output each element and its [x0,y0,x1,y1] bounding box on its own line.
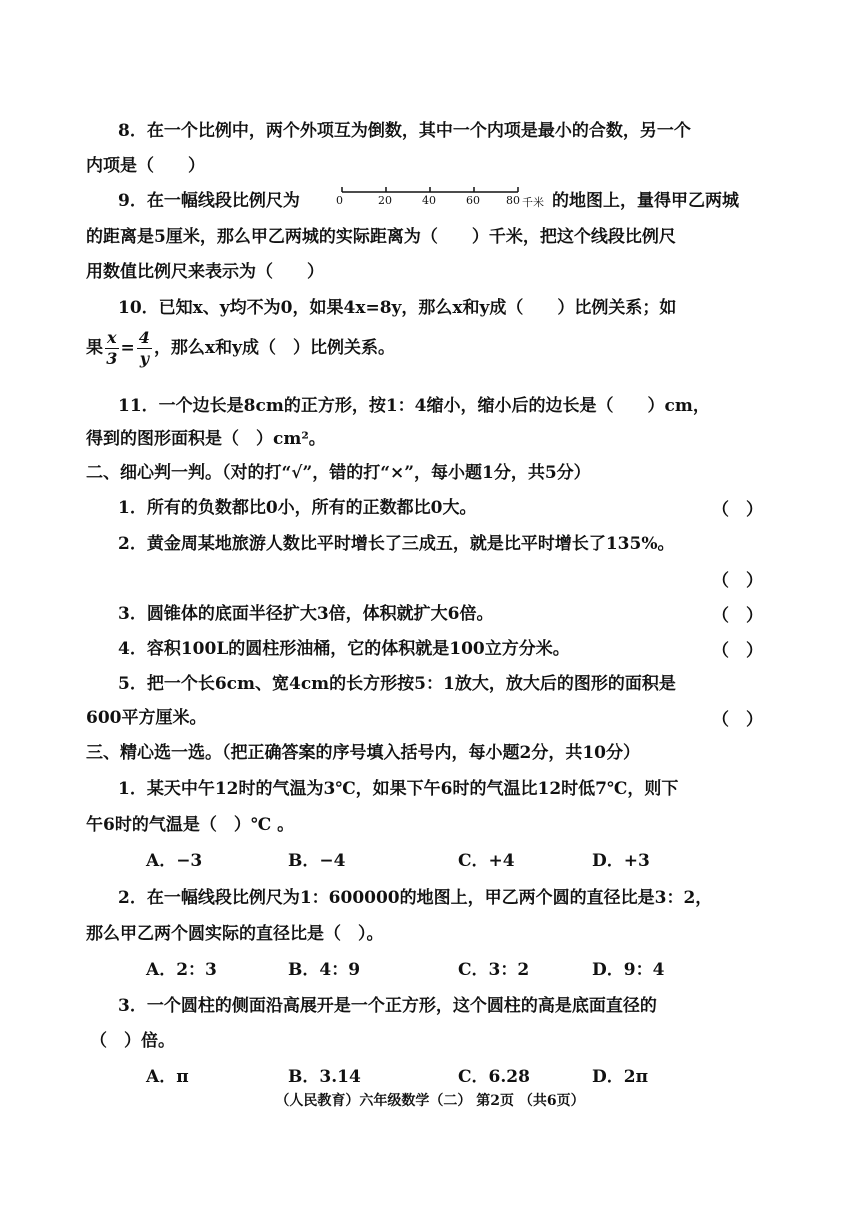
q11-line1: 11．一个边长是8cm的正方形，按1：4缩小，缩小后的边长是（ ）cm， [118,396,710,416]
choice-q2-option-c[interactable]: C．3：2 [458,960,530,980]
choice-q2-line2: 那么甲乙两个圆实际的直径比是（ ）。 [86,924,384,944]
choice-q1-option-a[interactable]: A．−3 [146,851,203,871]
q11-line2: 得到的图形面积是（ ）cm²。 [86,429,326,449]
fraction-x-over-3: $\frac{x}{3}$ [106,328,118,368]
judge-item-3: 3．圆锥体的底面半径扩大3倍，体积就扩大6倍。 [118,604,494,624]
choice-q3-line2: （ ）倍。 [90,1031,175,1051]
choice-q3-line1: 3．一个圆柱的侧面沿高展开是一个正方形，这个圆柱的高是底面直径的 [118,996,657,1016]
judge-bracket-3[interactable]: （ ） [712,606,763,626]
q9-line2: 的距离是5厘米，那么甲乙两城的实际距离为（ ）千米，把这个线段比例尺 [86,227,676,247]
judge-bracket-2[interactable]: （ ） [712,571,763,591]
q8-line2: 内项是（ ） [86,156,205,176]
scale-tick-0: 0 [336,194,343,207]
judge-bracket-4[interactable]: （ ） [712,641,763,661]
choice-q3-option-a[interactable]: A．π [146,1067,189,1087]
q10-post: ，那么x和y成（ ）比例关系。 [153,338,395,358]
judge-item-1: 1．所有的负数都比0小，所有的正数都比0大。 [118,498,477,518]
choice-q1-option-d[interactable]: D．+3 [592,851,650,871]
judge-item-5: 5．把一个长6cm、宽4cm的长方形按5：1放大，放大后的图形的面积是 [118,674,676,694]
choice-q3-option-d[interactable]: D．2π [592,1067,649,1087]
choice-q2-option-a[interactable]: A．2：3 [146,960,217,980]
judge-item-2: 2．黄金周某地旅游人数比平时增长了三成五，就是比平时增长了135%。 [118,534,675,554]
fraction-4-over-y: $\frac{4}{y}$ [138,328,150,368]
judge-bracket-1[interactable]: （ ） [712,500,763,520]
section3-title: 三、精心选一选。（把正确答案的序号填入括号内，每小题2分，共10分） [86,743,640,763]
judge-item-4: 4．容积100L的圆柱形油桶，它的体积就是100立方分米。 [118,639,570,659]
choice-q3-option-c[interactable]: C．6.28 [458,1067,530,1087]
q10-pre: 果 [86,338,103,358]
choice-q1-line2: 午6时的气温是（ ）℃ 。 [86,815,295,835]
choice-q1-option-c[interactable]: C．+4 [458,851,515,871]
judge-bracket-5[interactable]: （ ） [712,710,763,730]
choice-q1-line1: 1．某天中午12时的气温为3℃，如果下午6时的气温比12时低7℃，则下 [118,779,679,799]
scale-tick-80: 80 [506,194,520,207]
q8-line1: 8．在一个比例中，两个外项互为倒数，其中一个内项是最小的合数，另一个 [118,121,691,141]
choice-q2-line1: 2．在一幅线段比例尺为1：600000的地图上，甲乙两个圆的直径比是3：2， [118,888,713,908]
scale-tick-60: 60 [466,194,480,207]
scale-tick-40: 40 [422,194,436,207]
judge-item-5-cont: 600平方厘米。 [86,708,207,728]
q9-post: 的地图上，量得甲乙两城 [552,191,739,211]
q9-line3: 用数值比例尺来表示为（ ） [86,262,324,282]
equals-sign: = [120,338,135,358]
q9-pre: 9．在一幅线段比例尺为 [118,191,300,211]
section2-title: 二、细心判一判。（对的打“√”，错的打“×”，每小题1分，共5分） [86,463,591,483]
scale-tick-20: 20 [378,194,392,207]
page-footer: （人民教育）六年级数学（二） 第2页 （共6页） [275,1093,585,1109]
scale-unit: 千米 [522,196,544,209]
q10-line1: 10．已知x、y均不为0，如果4x=8y，那么x和y成（ ）比例关系；如 [118,298,677,318]
choice-q2-option-d[interactable]: D．9：4 [592,960,665,980]
choice-q3-option-b[interactable]: B．3.14 [288,1067,361,1087]
q10-line2 [86,328,395,369]
choice-q1-option-b[interactable]: B．−4 [288,851,346,871]
choice-q2-option-b[interactable]: B．4：9 [288,960,361,980]
